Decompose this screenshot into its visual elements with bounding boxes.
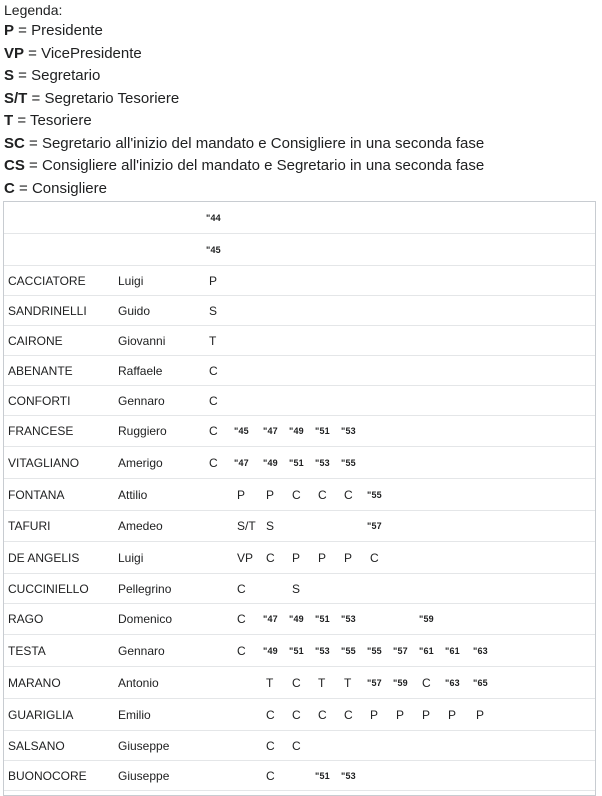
role-cell: C	[237, 612, 246, 626]
role-cell: C	[422, 676, 431, 690]
year-cell: "51	[289, 646, 304, 656]
role-cell: C	[370, 551, 379, 565]
legend-desc: = Consigliere	[14, 179, 107, 197]
role-cell: C	[318, 488, 327, 502]
surname-cell: FONTANA	[8, 488, 65, 502]
header-row	[4, 234, 595, 266]
role-cell: C	[209, 394, 218, 408]
name-cell: Amedeo	[118, 519, 163, 533]
legend-item	[4, 155, 598, 178]
surname-cell: CONFORTI	[8, 394, 71, 408]
legend-item	[4, 133, 598, 156]
role-cell: C	[292, 488, 301, 502]
role-cell: T	[266, 676, 274, 690]
legend-desc: = Tesoriere	[13, 112, 92, 129]
role-cell: P	[344, 551, 353, 565]
table-row	[4, 667, 595, 699]
table-row	[4, 511, 595, 542]
name-cell: Giuseppe	[118, 769, 170, 783]
role-cell: P	[370, 708, 379, 722]
role-cell: P	[318, 551, 327, 565]
table-row	[4, 326, 595, 356]
role-cell: C	[292, 676, 301, 690]
role-cell: C	[266, 769, 275, 783]
role-cell: C	[266, 551, 275, 565]
year-cell: "47	[263, 614, 278, 624]
surname-cell: FRANCESE	[8, 424, 74, 438]
legend-abbr: P	[4, 22, 15, 39]
legend-desc: = Consigliere all'inizio del mandato e Segretario in una seconda fase	[24, 157, 485, 174]
role-cell: P	[266, 488, 275, 502]
role-cell: T	[209, 334, 217, 348]
name-cell: Giuseppe	[118, 739, 170, 753]
year-cell: "63	[473, 646, 488, 656]
legend-abbr: C	[4, 179, 15, 197]
header-row	[4, 202, 595, 234]
role-cell: C	[237, 644, 246, 658]
name-cell: Antonio	[118, 676, 159, 690]
year-cell: "57	[367, 678, 382, 688]
year-cell: "65	[473, 678, 488, 688]
role-cell: C	[209, 364, 218, 378]
legend-abbr: SC	[4, 134, 25, 152]
name-cell: Luigi	[118, 274, 144, 288]
legend-desc: = Segretario all'inizio del mandato e Consigliere in una seconda fase	[24, 134, 485, 152]
table-row	[4, 574, 595, 604]
surname-cell: RAGO	[8, 612, 44, 626]
role-cell: P	[448, 708, 457, 722]
year-cell: "61	[445, 646, 460, 656]
role-cell: P	[237, 488, 246, 502]
role-cell: C	[266, 739, 275, 753]
role-cell: C	[344, 708, 353, 722]
year-cell: "59	[419, 614, 434, 624]
table-row	[4, 635, 595, 667]
table-row	[4, 761, 595, 791]
year-cell: "53	[341, 771, 356, 781]
role-cell: C	[344, 488, 353, 502]
role-cell: P	[476, 708, 485, 722]
table-row	[4, 542, 595, 574]
legend-item	[4, 43, 598, 66]
surname-cell: TESTA	[8, 644, 46, 658]
year-cell: "47	[234, 458, 249, 468]
legend-abbr: VP	[4, 44, 25, 62]
legend-list	[4, 20, 598, 200]
table-row	[4, 731, 595, 761]
table-row	[4, 447, 595, 479]
surname-cell: MARANO	[8, 676, 61, 690]
legend-desc: = Segretario	[14, 67, 101, 84]
year-cell: "45	[234, 426, 249, 436]
year-cell: "49	[289, 614, 304, 624]
legend-item	[4, 20, 598, 43]
role-cell: C	[209, 424, 218, 438]
legend-abbr: S/T	[4, 89, 28, 107]
year-cell: "45	[206, 245, 221, 255]
name-cell: Gennaro	[118, 394, 165, 408]
name-cell: Domenico	[118, 612, 173, 626]
surname-cell: DE ANGELIS	[8, 551, 80, 565]
membership-table	[3, 201, 596, 796]
role-cell: S	[209, 304, 218, 318]
year-cell: "55	[367, 646, 382, 656]
name-cell: Ruggiero	[118, 424, 167, 438]
year-cell: "49	[289, 426, 304, 436]
legend-item	[4, 88, 598, 111]
year-cell: "53	[341, 614, 356, 624]
surname-cell: TAFURI	[8, 519, 51, 533]
role-cell: P	[396, 708, 405, 722]
table-row	[4, 416, 595, 447]
role-cell: C	[209, 456, 218, 470]
legend	[0, 0, 602, 200]
role-cell: P	[422, 708, 431, 722]
year-cell: "44	[206, 213, 221, 223]
role-cell: P	[292, 551, 301, 565]
role-cell: C	[292, 708, 301, 722]
table-row	[4, 699, 595, 731]
surname-cell: BUONOCORE	[8, 769, 87, 783]
surname-cell: CAIRONE	[8, 334, 63, 348]
legend-desc: = Segretario Tesoriere	[27, 89, 180, 107]
name-cell: Giovanni	[118, 334, 166, 348]
year-cell: "49	[263, 458, 278, 468]
role-cell: VP	[237, 551, 254, 565]
name-cell: Emilio	[118, 708, 151, 722]
year-cell: "51	[315, 614, 330, 624]
year-cell: "49	[263, 646, 278, 656]
table-row	[4, 266, 595, 296]
legend-item	[4, 65, 598, 88]
table-row	[4, 604, 595, 635]
legend-desc: = VicePresidente	[24, 44, 142, 62]
year-cell: "63	[445, 678, 460, 688]
legend-title: Legenda:	[4, 2, 63, 18]
role-cell: P	[209, 274, 218, 288]
table-row	[4, 296, 595, 326]
year-cell: "53	[315, 458, 330, 468]
role-cell: S/T	[237, 519, 256, 533]
role-cell: C	[237, 582, 246, 596]
year-cell: "51	[315, 426, 330, 436]
legend-abbr: S	[4, 67, 15, 84]
name-cell: Amerigo	[118, 456, 163, 470]
table-row	[4, 356, 595, 386]
surname-cell: CUCCINIELLO	[8, 582, 89, 596]
role-cell: C	[266, 708, 275, 722]
surname-cell: VITAGLIANO	[8, 456, 80, 470]
year-cell: "59	[393, 678, 408, 688]
year-cell: "55	[341, 646, 356, 656]
role-cell: C	[318, 708, 327, 722]
surname-cell: ABENANTE	[8, 364, 73, 378]
year-cell: "51	[315, 771, 330, 781]
surname-cell: CACCIATORE	[8, 274, 86, 288]
surname-cell: SANDRINELLI	[8, 304, 87, 318]
year-cell: "51	[289, 458, 304, 468]
table-row	[4, 386, 595, 416]
legend-abbr: CS	[4, 157, 25, 174]
role-cell: C	[292, 739, 301, 753]
role-cell: S	[292, 582, 301, 596]
surname-cell: GUARIGLIA	[8, 708, 74, 722]
year-cell: "53	[341, 426, 356, 436]
role-cell: T	[344, 676, 352, 690]
name-cell: Gennaro	[118, 644, 165, 658]
surname-cell: SALSANO	[8, 739, 65, 753]
name-cell: Attilio	[118, 488, 148, 502]
legend-item	[4, 178, 598, 201]
legend-item	[4, 110, 598, 133]
name-cell: Luigi	[118, 551, 144, 565]
name-cell: Raffaele	[118, 364, 163, 378]
table-row	[4, 479, 595, 511]
name-cell: Guido	[118, 304, 151, 318]
year-cell: "55	[341, 458, 356, 468]
year-cell: "47	[263, 426, 278, 436]
year-cell: "61	[419, 646, 434, 656]
year-cell: "57	[367, 521, 382, 531]
role-cell: S	[266, 519, 275, 533]
legend-desc: = Presidente	[14, 22, 103, 39]
year-cell: "55	[367, 490, 382, 500]
year-cell: "53	[315, 646, 330, 656]
year-cell: "57	[393, 646, 408, 656]
name-cell: Pellegrino	[118, 582, 172, 596]
legend-abbr: T	[4, 112, 14, 129]
role-cell: T	[318, 676, 326, 690]
